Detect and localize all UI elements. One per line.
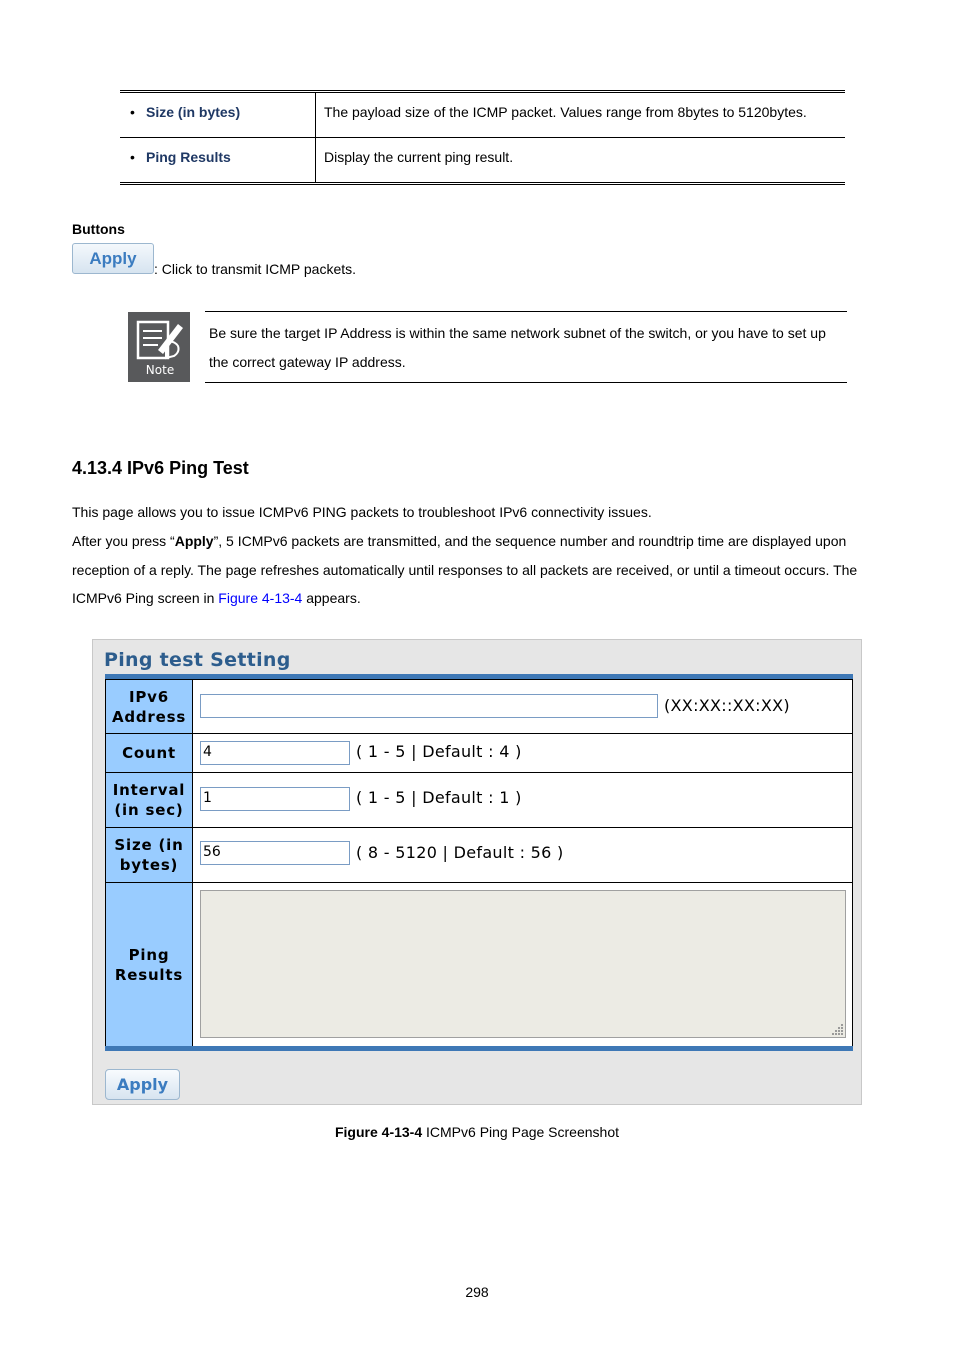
ping-results-row bbox=[105, 883, 853, 1046]
count-row bbox=[105, 734, 853, 773]
table-term-cell bbox=[120, 92, 316, 138]
table-row bbox=[120, 138, 845, 184]
ipv6-address-hint: (XX:XX::XX:XX) bbox=[664, 696, 790, 715]
label-line: Address bbox=[111, 707, 187, 726]
figure-link[interactable]: Figure 4-13-4 bbox=[218, 590, 303, 606]
caption-bold: Figure 4-13-4 bbox=[334, 1124, 423, 1140]
apply-description: : Click to transmit ICMP packets. bbox=[154, 261, 357, 277]
table-row bbox=[120, 92, 845, 138]
label-line: (in sec) bbox=[114, 801, 184, 819]
ping-test-screenshot bbox=[92, 639, 862, 1105]
ping-test-title: Ping test Setting bbox=[104, 649, 291, 671]
note-icon-label: Note bbox=[145, 363, 175, 377]
label-line: Interval bbox=[112, 781, 186, 799]
count-hint: ( 1 - 5 | Default : 4 ) bbox=[356, 742, 522, 761]
note-box bbox=[205, 311, 847, 383]
buttons-heading: Buttons bbox=[72, 221, 125, 237]
interval-row bbox=[105, 773, 853, 828]
count-input[interactable]: 4 bbox=[200, 741, 350, 765]
bullet-icon: • bbox=[130, 104, 135, 120]
intro-paragraph: This page allows you to issue ICMPv6 PING packets to troubleshoot IPv6 connectivity issues. bbox=[72, 504, 652, 520]
size-hint: ( 8 - 5120 | Default : 56 ) bbox=[356, 843, 564, 862]
note-icon bbox=[128, 312, 190, 382]
note-text: Be sure the target IP Address is within the same network subnet of the switch, or you have to set up the correct gateway IP address. bbox=[209, 325, 826, 370]
label-line: IPv6 bbox=[129, 687, 169, 706]
section-title: 4.13.4 IPv6 Ping Test bbox=[72, 458, 249, 478]
ipv6-address-row bbox=[105, 679, 853, 734]
interval-input[interactable]: 1 bbox=[200, 787, 350, 811]
parameter-table bbox=[120, 90, 845, 185]
table-desc-cell: The payload size of the ICMP packet. Values range from 8bytes to 5120bytes. bbox=[324, 104, 807, 120]
caption-text: ICMPv6 Ping Page Screenshot bbox=[422, 1124, 620, 1140]
table-desc-cell: Display the current ping result. bbox=[316, 138, 846, 184]
paragraph-text: ”, 5 ICMPv6 packets are transmitted, and the sequence number and roundtrip time are displayed upon reception of a reply. The page refreshes automatically until responses to all packets are received, or until a timeout occurs. The ICMPv6 Ping screen in bbox=[72, 533, 858, 606]
ping-results-label bbox=[106, 883, 193, 1046]
ipv6-address-input[interactable] bbox=[200, 694, 658, 718]
size-row bbox=[105, 828, 853, 883]
label-line: Ping bbox=[128, 945, 170, 964]
ipv6-address-label bbox=[106, 680, 193, 733]
size-input[interactable]: 56 bbox=[200, 841, 350, 865]
table-term-cell bbox=[120, 138, 316, 184]
apply-button[interactable]: Apply bbox=[105, 1069, 180, 1100]
ping-settings-form bbox=[105, 674, 853, 1051]
label-line: bytes) bbox=[119, 856, 179, 874]
bullet-icon: • bbox=[130, 149, 135, 165]
resize-grip-icon[interactable] bbox=[830, 1022, 844, 1036]
paragraph-text: After you press “ bbox=[72, 533, 175, 549]
term-label: Ping Results bbox=[146, 149, 231, 165]
figure-caption bbox=[0, 1124, 954, 1140]
term-label: Size (in bytes) bbox=[146, 104, 241, 120]
ping-results-textarea[interactable] bbox=[200, 890, 846, 1038]
label-line: Results bbox=[114, 965, 184, 984]
interval-label bbox=[106, 773, 193, 827]
paragraph-text: appears. bbox=[302, 590, 361, 606]
interval-hint: ( 1 - 5 | Default : 1 ) bbox=[356, 788, 522, 807]
count-label: Count bbox=[106, 734, 193, 772]
size-label bbox=[106, 828, 193, 882]
description-paragraph bbox=[72, 527, 892, 613]
apply-button-image: Apply bbox=[72, 243, 154, 274]
label-line: Size (in bbox=[114, 836, 184, 854]
paragraph-bold: Apply bbox=[174, 533, 214, 549]
page-number: 298 bbox=[465, 1284, 489, 1300]
